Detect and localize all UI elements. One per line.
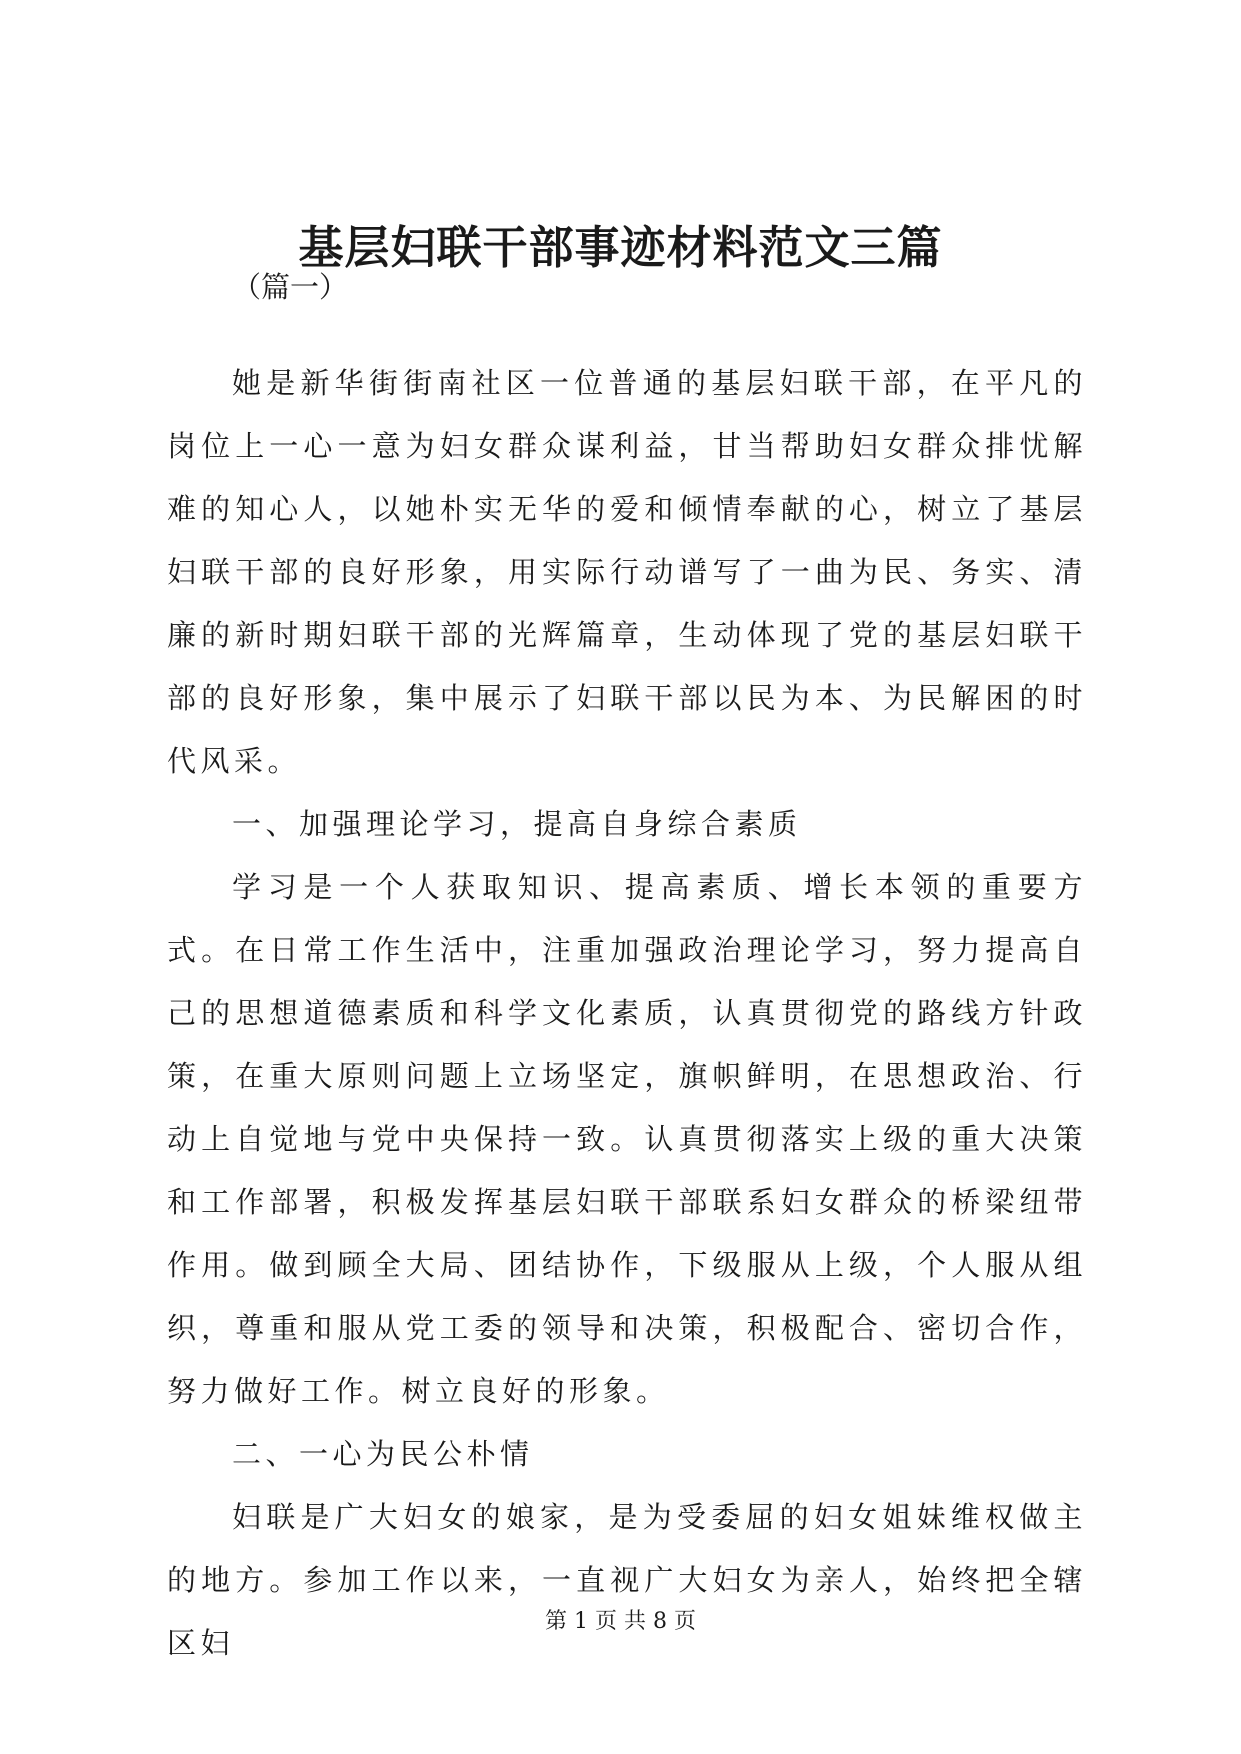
body-paragraph: 妇联是广大妇女的娘家，是为受委屈的妇女姐妹维权做主的地方。参加工作以来，一直视广大妇女为亲人，始终把全辖区妇 (167, 1500, 1087, 1660)
body-paragraph: 学习是一个人获取知识、提高素质、增长本领的重要方式。在日常工作生活中，注重加强政治理论学习，努力提高自己的思想道德素质和科学文化素质，认真贯彻党的路线方针政策，在重大原则问题上立场坚定，旗帜鲜明，在思想政治、行动上自觉地与党中央保持一致。认真贯彻落实上级的重大决策和工作部署，积极发挥基层妇联干部联系妇女群众的桥梁纽带作用。做到顾全大局、团结协作，下级服从上级，个人服从组织，尊重和服从党工委的领导和决策，积极配合、密切合作，努力做好工作。树立良好的形象。 (167, 870, 1087, 1408)
document-body (167, 352, 1087, 1675)
document-title: 基层妇联干部事迹材料范文三篇 (298, 221, 943, 274)
section-heading: 一、加强理论学习，提高自身综合素质 (232, 807, 802, 841)
section-heading: 二、一心为民公朴情 (232, 1437, 534, 1471)
page-footer: 第 1 页 共 8 页 (545, 1609, 696, 1634)
body-paragraph: 她是新华街街南社区一位普通的基层妇联干部，在平凡的岗位上一心一意为妇女群众谋利益，甘当帮助妇女群众排忧解难的知心人，以她朴实无华的爱和倾情奉献的心，树立了基层妇联干部的良好形象，用实际行动谱写了一曲为民、务实、清廉的新时期妇联干部的光辉篇章，生动体现了党的基层妇联干部的良好形象，集中展示了妇联干部以民为本、为民解困的时代风采。 (167, 366, 1087, 778)
document-subtitle: （篇一） (232, 270, 349, 304)
